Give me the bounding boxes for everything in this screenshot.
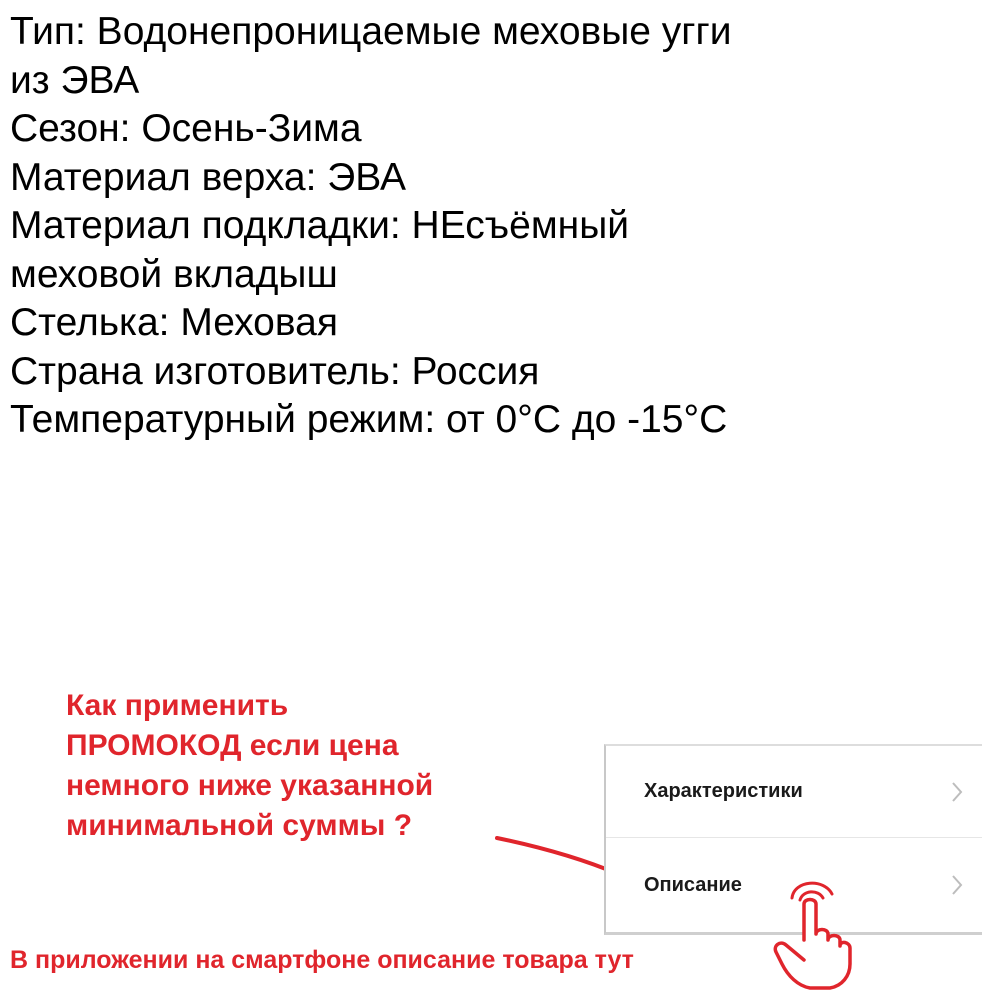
spec-temperature: Температурный режим: от 0°C до -15°C [10, 398, 728, 441]
spec-lining-material: Материал подкладки: НЕсъёмный [10, 204, 630, 247]
spec-lining-material-cont: меховой вкладыш [10, 252, 338, 296]
menu-item-characteristics-label: Характеристики [644, 780, 803, 802]
promo-instruction [66, 686, 586, 846]
menu-item-description-label: Описание [644, 873, 742, 896]
spec-upper-material: Материал верха: ЭВА [10, 155, 407, 199]
menu-item-characteristics[interactable] [606, 746, 982, 838]
bottom-note: В приложении на смартфоне описание товара тут [10, 946, 634, 974]
promo-line-4: минимальной суммы ? [66, 809, 413, 842]
spec-type: Тип: Водонепроницаемые меховые угги [10, 10, 732, 53]
promo-line-3: немного ниже указанной [66, 769, 434, 802]
chevron-right-icon [950, 873, 964, 897]
promo-line-1: Как применить [66, 689, 289, 722]
promo-line-2: ПРОМОКОД если цена [66, 729, 399, 762]
pointing-hand-icon [770, 868, 856, 992]
spec-type-cont: из ЭВА [10, 58, 140, 102]
chevron-right-icon [950, 780, 964, 804]
spec-insole: Стелька: Меховая [10, 301, 338, 344]
spec-country: Страна изготовитель: Россия [10, 349, 540, 393]
spec-season: Сезон: Осень-Зима [10, 107, 362, 150]
product-specs [10, 8, 890, 445]
